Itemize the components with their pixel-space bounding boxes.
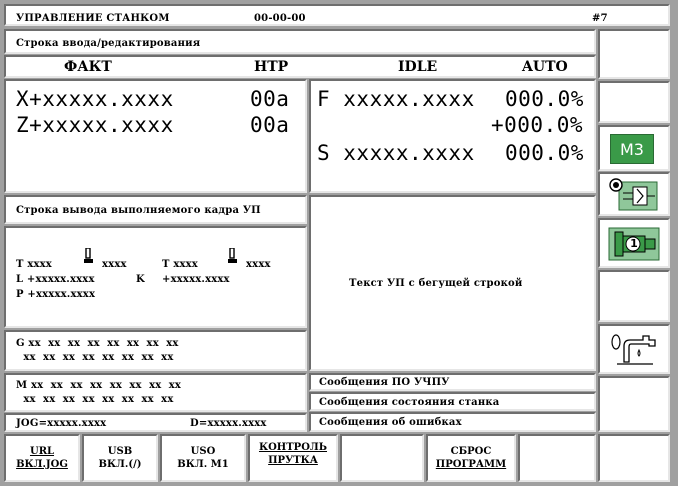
spindle-number: 1 [630,237,638,250]
tool2-label: T xxxx [162,259,198,270]
softkey-line2: ПРОГРАММ [435,459,507,470]
tool-info-panel [4,226,307,328]
softkey-line2: ВКЛ.(/) [98,459,142,470]
softkey-line2: ВКЛ. M1 [177,459,229,470]
coolant-icon [609,332,659,368]
tool1-value: xxxx [102,259,127,270]
softkey-line2: ПРУТКА [268,455,318,466]
softkey-bar-control[interactable] [248,434,338,482]
m3-button[interactable] [598,125,670,171]
g-codes-row2: xx xx xx xx xx xx xx xx [16,352,174,363]
p-value: P +xxxxx.xxxx [16,289,96,300]
coolant-button[interactable] [598,324,670,374]
feed-valve-button[interactable] [598,172,670,216]
m-codes-panel [4,373,307,412]
softkey-reset-programs[interactable] [426,434,516,482]
g-codes-row1: G xx xx xx xx xx xx xx xx [16,338,179,349]
x-suffix: 00a [250,87,290,111]
x-coordinate: X+xxxxx.xxxx [16,87,174,111]
auto-mode: AUTO [522,59,568,75]
k-label: K [136,274,145,285]
feed-value: F xxxxx.xxxx [317,87,475,111]
m3-label: M3 [620,140,644,159]
m-codes-row2: xx xx xx xx xx xx xx xx [16,394,174,405]
softkey-empty-2[interactable] [518,434,596,482]
block-line [4,195,307,224]
coordinates-panel [4,79,307,193]
frame-number: #7 [592,13,608,24]
spindle-value: S xxxxx.xxxx [317,141,475,165]
z-coordinate: Z+xxxxx.xxxx [16,113,174,137]
side-button-8[interactable] [598,376,670,432]
jog-value: JOG=xxxxx.xxxx [16,418,107,429]
softkey-line2: ВКЛ.JOG [16,459,68,470]
softkey-url-jog[interactable] [4,434,80,482]
d-value: D=xxxxx.xxxx [190,418,267,429]
softkey-uso[interactable] [160,434,246,482]
m-codes-row1: M xx xx xx xx xx xx xx xx [16,380,182,391]
block-line-label: Строка вывода выполняемого кадра УП [16,205,261,216]
title-bar [4,4,670,26]
input-line-label: Строка ввода/редактирования [16,38,201,49]
offset-percent: +000.0% [491,113,584,137]
machine-state-label: Сообщения состояния станка [319,397,500,408]
window-title: УПРАВЛЕНИЕ СТАНКОМ [16,13,170,24]
tool-holder-icon [84,248,93,263]
k-value: +xxxxx.xxxx [162,274,230,285]
tool-holder-icon [228,248,237,263]
softkey-line1: URL [29,446,55,457]
softkey-corner[interactable] [598,434,670,482]
error-messages [309,412,596,432]
plc-messages-label: Сообщения ПО УЧПУ [319,377,450,388]
softkey-line1: КОНТРОЛЬ [258,442,328,453]
clock: 00-00-00 [254,13,306,24]
idle-status: IDLE [398,59,438,75]
fakt-label: ФАКТ [64,59,112,75]
feed-percent: 000.0% [505,87,584,111]
feed-valve-icon [607,177,661,213]
spindle-percent: 000.0% [505,141,584,165]
spindle-button[interactable] [598,218,670,268]
z-suffix: 00a [250,113,290,137]
input-line[interactable] [4,29,596,54]
g-codes-panel [4,330,307,371]
softkey-usb[interactable] [82,434,158,482]
softkey-line1: USO [190,446,216,457]
program-text-panel [309,195,596,371]
side-button-1[interactable] [598,29,670,79]
machine-state-messages [309,392,596,411]
side-button-2[interactable] [598,81,670,123]
feed-spindle-panel [309,79,596,193]
softkey-empty-1[interactable] [340,434,424,482]
tool1-label: T xxxx [16,259,52,270]
softkey-line1: USB [107,446,133,457]
error-messages-label: Сообщения об ошибках [319,417,462,428]
program-text-label: Текст УП с бегущей строкой [349,278,523,289]
htp-label: НТР [254,59,289,75]
plc-messages [309,373,596,391]
side-button-6[interactable] [598,270,670,322]
tool2-value: xxxx [246,259,271,270]
softkey-line1: СБРОС [450,446,492,457]
jog-line [4,413,307,432]
m3-indicator [610,134,654,164]
status-row [4,55,596,78]
tool-length: L +xxxxx.xxxx [16,274,95,285]
